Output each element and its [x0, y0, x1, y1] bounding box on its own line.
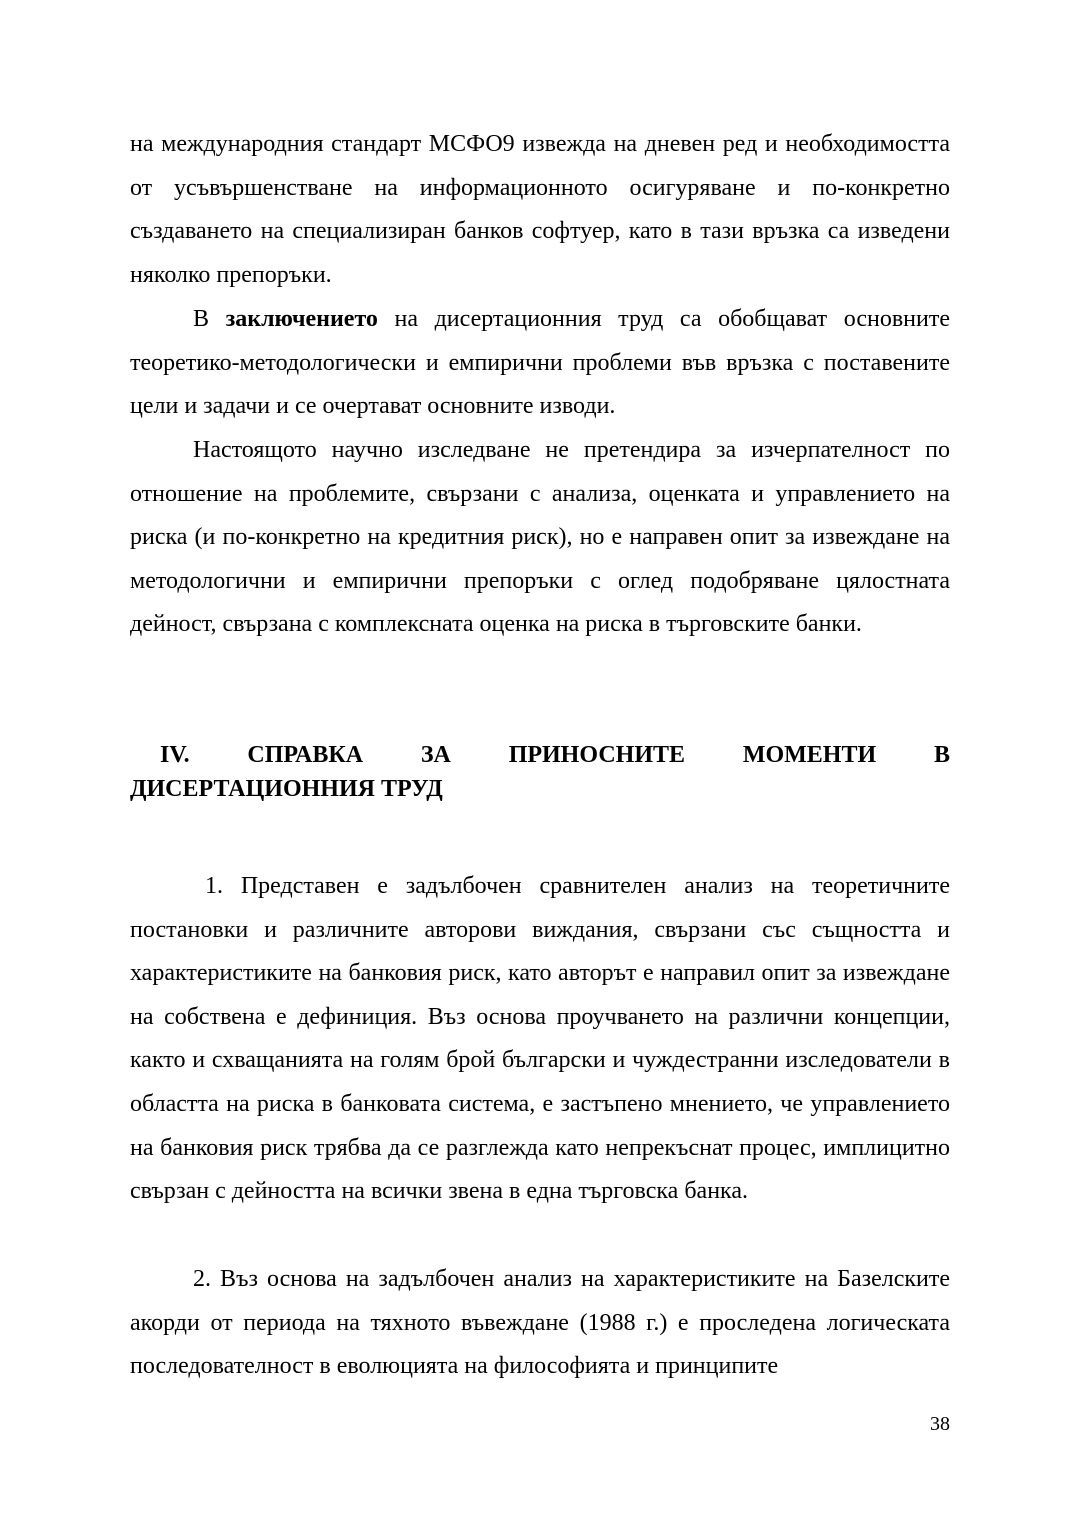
paragraph-conclusion-rest: на дисертационния труд са обобщават основните теоретико-методологически и емпирични проблеми във връзка с поставените цели и задачи и се очертават основните изводи. [130, 306, 950, 420]
section-heading [130, 738, 950, 806]
contribution-item-2: 2. Въз основа на задълбочен анализ на характеристиките на Базелските акорди от периода на тяхното въвеждане (1988 г.) е проследена логическата последователност в еволюцията на философията и принципите [130, 1266, 950, 1380]
paragraph-conclusion-prefix: В [193, 306, 226, 332]
heading-word: МОМЕНТИ [742, 742, 877, 768]
heading-word: IV. [160, 742, 190, 768]
paragraph-scope: Настоящото научно изследване не претендира за изчерпателност по отношение на проблемите, свързани с анализа, оценката и управлението на риска (и по-конкретно на кредитния риск), но е направен опит за извеждане на методологични и емпирични препоръки с оглед подобряване цялостната дейност, свързана с комплексната оценка на риска в търговските банки. [130, 437, 950, 638]
section-heading-line1 [130, 738, 950, 772]
contribution-item-1: 1. Представен е задълбочен сравнителен анализ на теоретичните постановки и различните авторови виждания, свързани със същността и характеристиките на банковия риск, като авторът е направил опит за извеждане на собствена е дефиниция. Въз основа проучването на различни концепции, както и схващанията на голям брой български и чуждестранни изследователи в областта на риска в банковата система, е застъпено мнението, че управлението на банковия риск трябва да се разглежда като непрекъснат процес, имплицитно свързан с дейността на всички звена в една търговска банка. [130, 873, 950, 1205]
heading-word: СПРАВКА [247, 742, 364, 768]
section-heading-line2: ДИСЕРТАЦИОННИЯ ТРУД [130, 776, 443, 802]
heading-word: В [933, 742, 950, 768]
heading-word: ЗА [420, 742, 451, 768]
heading-word: ПРИНОСНИТЕ [508, 742, 685, 768]
paragraph-ifrs9: на международния стандарт МСФО9 извежда на дневен ред и необходимостта от усъвършенстване на информационното осигуряване и по-конкретно създаването на специализиран банков софтуер, като в тази връзка са изведени няколко препоръки. [130, 131, 950, 288]
paragraph-conclusion-bold: заключението [225, 306, 378, 332]
page-number: 38 [930, 1413, 950, 1435]
paragraph-conclusion [130, 298, 950, 429]
